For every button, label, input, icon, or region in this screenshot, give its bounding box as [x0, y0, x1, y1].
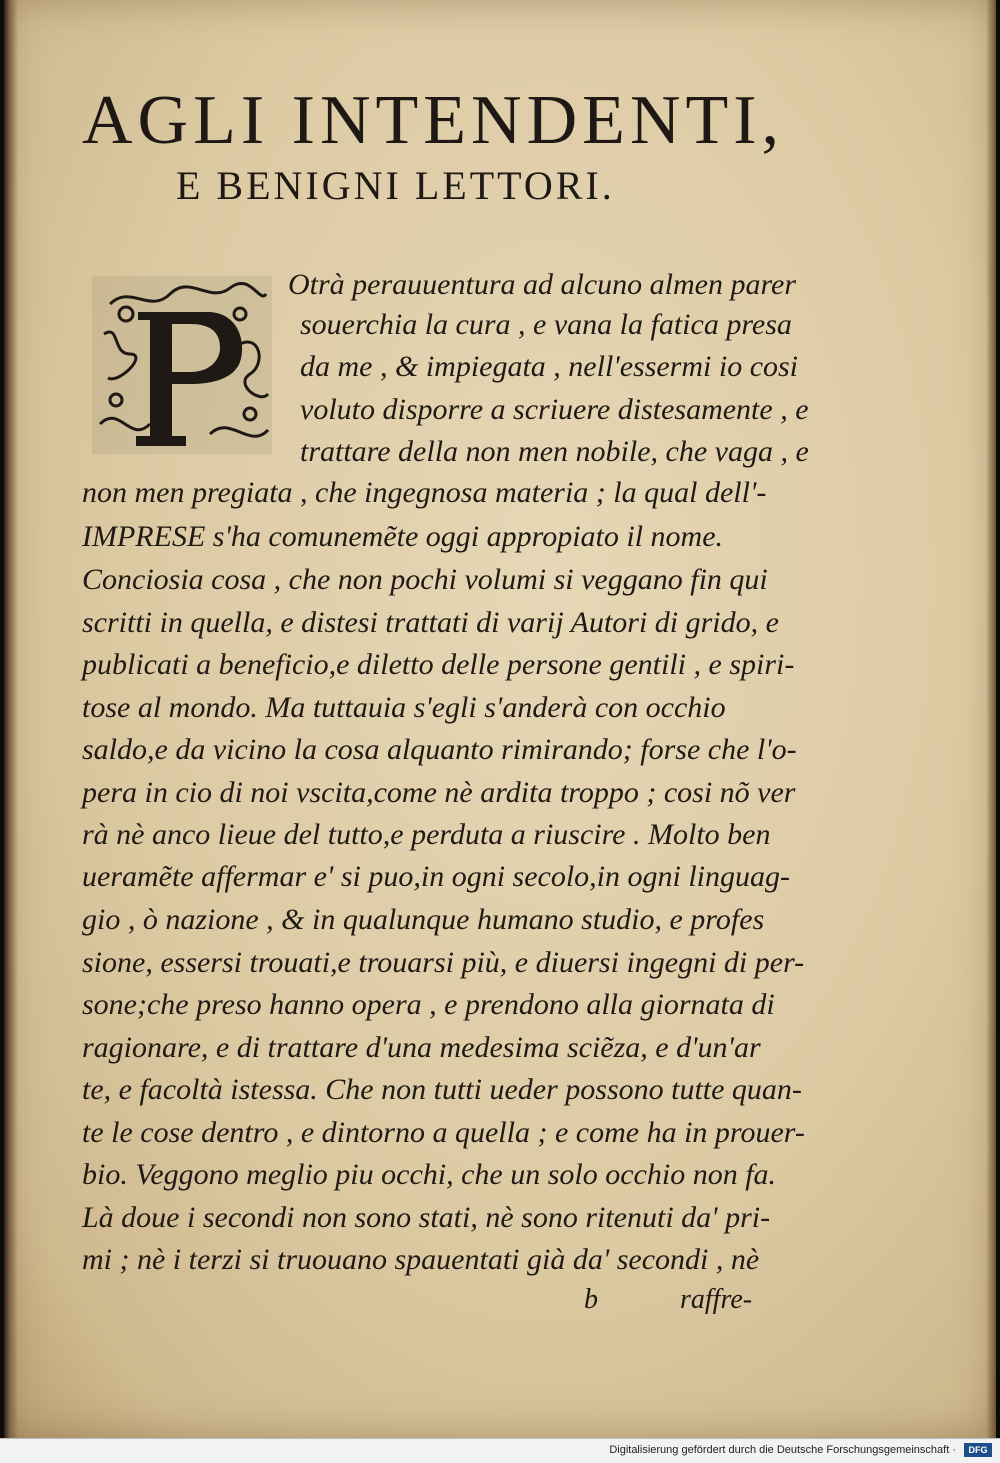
heading-line-2: E BENIGNI LETTORI. [176, 163, 615, 208]
text-line-6: non men pregiata , che ingegnosa materia ; la qual dell'- [82, 476, 767, 509]
digitization-footer [0, 1438, 1000, 1463]
heading-line-1: AGLI INTENDENTI, [82, 82, 785, 159]
text-line-5: trattare della non men nobile, che vaga , e [300, 435, 809, 468]
text-line-8: Conciosia cosa , che non pochi volumi si veggano fin qui [82, 563, 768, 596]
text-line-4: voluto disporre a scriuere distesamente , e [300, 393, 809, 426]
footer-credit: Digitalisierung gefördert durch die Deutsche Forschungsgemeinschaft · [609, 1444, 956, 1456]
text-line-11: tose al mondo. Ma tuttauia s'egli s'anderà con occhio [82, 691, 726, 724]
text-line-14: rà nè anco lieue del tutto,e perduta a riuscire . Molto ben [82, 818, 771, 851]
paper-sheet [4, 0, 996, 1438]
text-line-18: sone;che preso hanno opera , e prendono alla giornata di [82, 988, 775, 1021]
text-line-7: IMPRESE s'ha comunemẽte oggi appropiato il nome. [82, 520, 724, 553]
text-line-20: te, e facoltà istessa. Che non tutti ueder possono tutte quan- [82, 1073, 802, 1106]
text-line-24: mi ; nè i terzi si truouano spauentati già da' secondi , nè [82, 1243, 760, 1276]
text-line-17: sione, essersi trouati,e trouarsi più, e diuersi ingegni di per- [82, 946, 805, 979]
text-line-3: da me , & impiegata , nell'essermi io cosi [300, 350, 799, 383]
text-line-23: Là doue i secondi non sono stati, nè sono ritenuti da' pri- [82, 1201, 771, 1234]
binding-edge [4, 0, 18, 1438]
text-line-2: souerchia la cura , e vana la fatica presa [300, 308, 792, 341]
text-line-1: Otrà perauuentura ad alcuno almen parer [288, 268, 797, 301]
text-line-16: gio , ò nazione , & in qualunque humano studio, e profes [82, 903, 765, 936]
text-line-9: scritti in quella, e distesi trattati di varij Autori di grido, e [82, 606, 779, 639]
dfg-logo-icon: DFG [964, 1443, 992, 1457]
decorated-initial-p [90, 274, 274, 456]
text-line-13: pera in cio di noi vscita,come nè ardita troppo ; cosi nõ ver [82, 776, 796, 809]
page-edge [986, 0, 996, 1438]
signature-mark: b [584, 1284, 598, 1315]
text-line-22: bio. Veggono meglio piu occhi, che un solo occhio non fa. [82, 1158, 777, 1191]
text-line-15: ueramẽte affermar e' si puo,in ogni secolo,in ogni linguag- [82, 860, 791, 893]
text-line-21: te le cose dentro , e dintorno a quella ; e come ha in prouer- [82, 1116, 805, 1149]
catchword: raffre- [680, 1284, 753, 1315]
initial-letter: P [182, 394, 183, 395]
text-line-10: publicati a beneficio,e diletto delle persone gentili , e spiri- [82, 648, 795, 681]
text-line-12: saldo,e da vicino la cosa alquanto rimirando; forse che l'o- [82, 733, 797, 766]
text-line-19: ragionare, e di trattare d'una medesima sciẽza, e d'un'ar [82, 1031, 761, 1064]
